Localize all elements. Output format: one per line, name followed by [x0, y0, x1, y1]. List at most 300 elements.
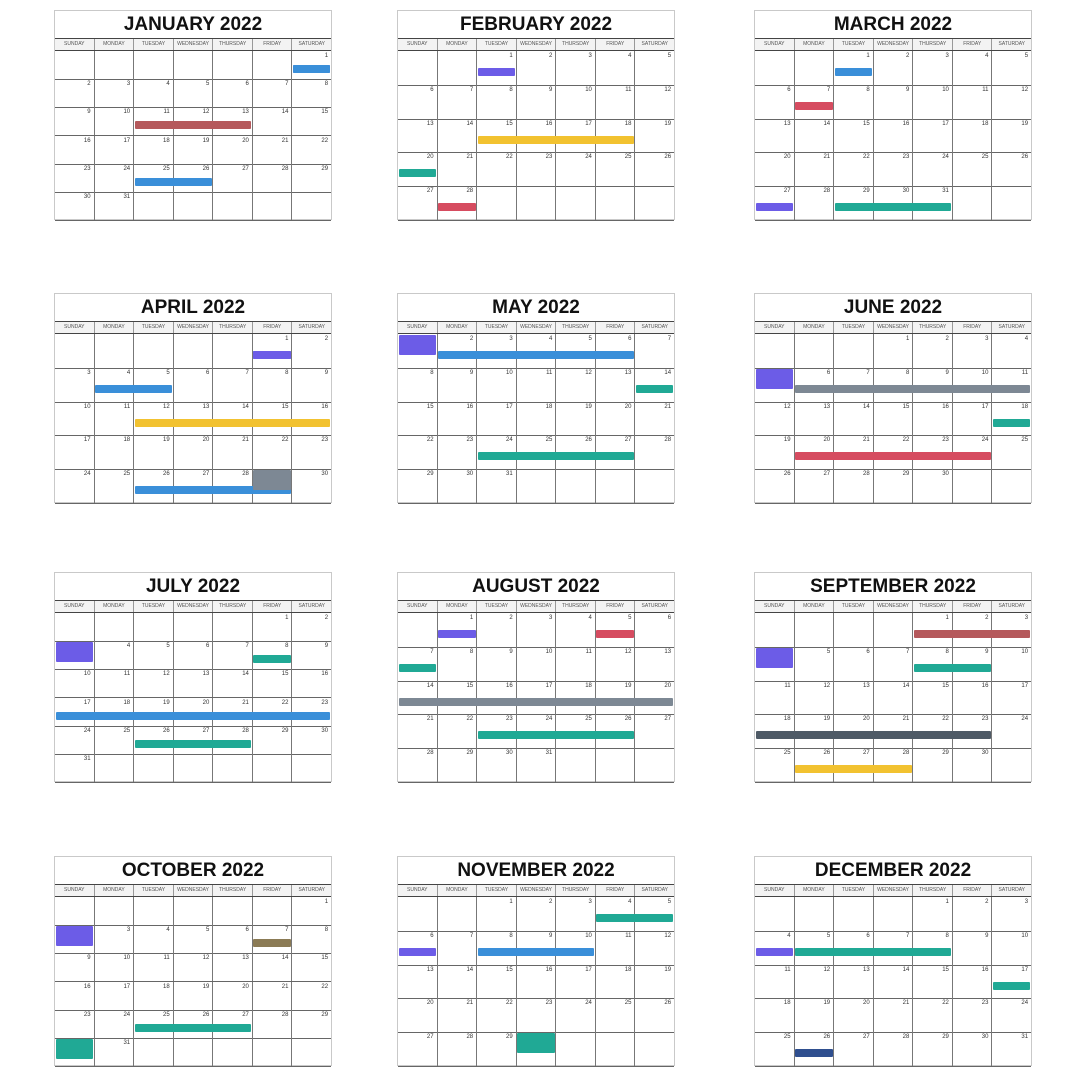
day-cell[interactable]	[635, 51, 674, 85]
day-cell[interactable]	[55, 469, 95, 503]
day-cell[interactable]	[992, 186, 1031, 220]
day-cell[interactable]	[477, 998, 517, 1032]
day-cell[interactable]	[834, 85, 874, 119]
day-cell[interactable]	[253, 953, 293, 981]
day-cell[interactable]	[755, 681, 795, 715]
day-cell[interactable]	[755, 152, 795, 186]
day-cell[interactable]	[834, 119, 874, 153]
day-cell[interactable]	[174, 641, 214, 669]
calendar-event[interactable]	[56, 1039, 93, 1059]
day-cell[interactable]	[95, 334, 135, 368]
day-cell[interactable]	[253, 982, 293, 1010]
day-cell[interactable]	[992, 931, 1031, 965]
day-cell[interactable]	[635, 85, 674, 119]
calendar-event[interactable]	[478, 948, 594, 956]
day-cell[interactable]	[95, 136, 135, 164]
day-cell[interactable]	[55, 164, 95, 192]
day-cell[interactable]	[438, 368, 478, 402]
day-cell[interactable]	[596, 748, 636, 782]
day-cell[interactable]	[517, 998, 557, 1032]
day-cell[interactable]	[596, 1032, 636, 1066]
day-cell[interactable]	[556, 368, 596, 402]
day-cell[interactable]	[635, 402, 674, 436]
calendar-event[interactable]	[993, 419, 1030, 427]
day-cell[interactable]	[438, 119, 478, 153]
day-cell[interactable]	[755, 613, 795, 647]
day-cell[interactable]	[874, 469, 914, 503]
day-cell[interactable]	[795, 965, 835, 999]
day-cell[interactable]	[95, 164, 135, 192]
day-cell[interactable]	[834, 681, 874, 715]
day-cell[interactable]	[253, 79, 293, 107]
day-cell[interactable]	[95, 613, 135, 641]
day-cell[interactable]	[834, 152, 874, 186]
day-cell[interactable]	[477, 748, 517, 782]
day-cell[interactable]	[992, 681, 1031, 715]
calendar-event[interactable]	[914, 664, 991, 672]
day-cell[interactable]	[795, 613, 835, 647]
day-cell[interactable]	[55, 613, 95, 641]
day-cell[interactable]	[874, 897, 914, 931]
calendar-event[interactable]	[596, 914, 673, 922]
day-cell[interactable]	[795, 469, 835, 503]
day-cell[interactable]	[95, 107, 135, 135]
calendar-event[interactable]	[756, 731, 991, 739]
day-cell[interactable]	[834, 469, 874, 503]
day-cell[interactable]	[95, 402, 135, 436]
day-cell[interactable]	[174, 51, 214, 79]
day-cell[interactable]	[438, 469, 478, 503]
day-cell[interactable]	[55, 79, 95, 107]
calendar-event[interactable]	[135, 740, 251, 748]
day-cell[interactable]	[134, 1038, 174, 1066]
day-cell[interactable]	[174, 368, 214, 402]
day-cell[interactable]	[55, 982, 95, 1010]
day-cell[interactable]	[95, 469, 135, 503]
day-cell[interactable]	[134, 982, 174, 1010]
day-cell[interactable]	[134, 754, 174, 782]
day-cell[interactable]	[55, 1010, 95, 1038]
calendar-event[interactable]	[135, 178, 212, 186]
day-cell[interactable]	[755, 402, 795, 436]
calendar-event[interactable]	[795, 948, 951, 956]
day-cell[interactable]	[913, 152, 953, 186]
day-cell[interactable]	[253, 51, 293, 79]
day-cell[interactable]	[913, 897, 953, 931]
day-cell[interactable]	[213, 669, 253, 697]
day-cell[interactable]	[95, 1038, 135, 1066]
day-cell[interactable]	[953, 998, 993, 1032]
day-cell[interactable]	[874, 647, 914, 681]
day-cell[interactable]	[755, 119, 795, 153]
day-cell[interactable]	[556, 748, 596, 782]
day-cell[interactable]	[874, 613, 914, 647]
day-cell[interactable]	[253, 897, 293, 925]
day-cell[interactable]	[134, 641, 174, 669]
calendar-event[interactable]	[253, 351, 290, 359]
day-cell[interactable]	[992, 469, 1031, 503]
day-cell[interactable]	[438, 931, 478, 965]
calendar-event[interactable]	[478, 731, 634, 739]
day-cell[interactable]	[755, 998, 795, 1032]
day-cell[interactable]	[174, 435, 214, 469]
day-cell[interactable]	[292, 164, 331, 192]
day-cell[interactable]	[596, 152, 636, 186]
calendar-event[interactable]	[399, 335, 436, 355]
calendar-event[interactable]	[478, 136, 634, 144]
day-cell[interactable]	[635, 998, 674, 1032]
day-cell[interactable]	[292, 435, 331, 469]
day-cell[interactable]	[213, 897, 253, 925]
day-cell[interactable]	[913, 51, 953, 85]
day-cell[interactable]	[913, 85, 953, 119]
calendar-event[interactable]	[795, 385, 1030, 393]
day-cell[interactable]	[992, 119, 1031, 153]
day-cell[interactable]	[292, 897, 331, 925]
day-cell[interactable]	[556, 402, 596, 436]
day-cell[interactable]	[174, 613, 214, 641]
day-cell[interactable]	[134, 897, 174, 925]
day-cell[interactable]	[213, 334, 253, 368]
day-cell[interactable]	[438, 998, 478, 1032]
calendar-event[interactable]	[438, 351, 633, 359]
day-cell[interactable]	[292, 726, 331, 754]
day-cell[interactable]	[55, 754, 95, 782]
day-cell[interactable]	[213, 79, 253, 107]
day-cell[interactable]	[874, 119, 914, 153]
day-cell[interactable]	[213, 51, 253, 79]
day-cell[interactable]	[556, 469, 596, 503]
day-cell[interactable]	[134, 192, 174, 220]
calendar-event[interactable]	[438, 630, 475, 638]
day-cell[interactable]	[556, 613, 596, 647]
day-cell[interactable]	[174, 925, 214, 953]
day-cell[interactable]	[253, 107, 293, 135]
day-cell[interactable]	[174, 1038, 214, 1066]
day-cell[interactable]	[95, 641, 135, 669]
day-cell[interactable]	[517, 647, 557, 681]
day-cell[interactable]	[874, 402, 914, 436]
day-cell[interactable]	[438, 1032, 478, 1066]
day-cell[interactable]	[477, 402, 517, 436]
day-cell[interactable]	[795, 402, 835, 436]
day-cell[interactable]	[253, 435, 293, 469]
day-cell[interactable]	[953, 186, 993, 220]
calendar-event[interactable]	[478, 452, 634, 460]
day-cell[interactable]	[635, 152, 674, 186]
day-cell[interactable]	[556, 1032, 596, 1066]
day-cell[interactable]	[834, 965, 874, 999]
day-cell[interactable]	[517, 748, 557, 782]
day-cell[interactable]	[477, 1032, 517, 1066]
day-cell[interactable]	[913, 998, 953, 1032]
day-cell[interactable]	[556, 186, 596, 220]
day-cell[interactable]	[213, 368, 253, 402]
day-cell[interactable]	[253, 726, 293, 754]
day-cell[interactable]	[174, 79, 214, 107]
day-cell[interactable]	[795, 152, 835, 186]
day-cell[interactable]	[477, 613, 517, 647]
day-cell[interactable]	[55, 192, 95, 220]
day-cell[interactable]	[95, 51, 135, 79]
day-cell[interactable]	[213, 925, 253, 953]
day-cell[interactable]	[596, 998, 636, 1032]
day-cell[interactable]	[755, 748, 795, 782]
day-cell[interactable]	[292, 613, 331, 641]
day-cell[interactable]	[55, 136, 95, 164]
day-cell[interactable]	[635, 613, 674, 647]
day-cell[interactable]	[174, 897, 214, 925]
day-cell[interactable]	[953, 931, 993, 965]
day-cell[interactable]	[874, 681, 914, 715]
day-cell[interactable]	[174, 754, 214, 782]
day-cell[interactable]	[795, 681, 835, 715]
day-cell[interactable]	[834, 1032, 874, 1066]
day-cell[interactable]	[795, 119, 835, 153]
calendar-event[interactable]	[399, 664, 436, 672]
calendar-event[interactable]	[756, 948, 793, 956]
day-cell[interactable]	[55, 107, 95, 135]
day-cell[interactable]	[292, 1010, 331, 1038]
calendar-event[interactable]	[914, 630, 1030, 638]
day-cell[interactable]	[596, 965, 636, 999]
day-cell[interactable]	[95, 754, 135, 782]
day-cell[interactable]	[134, 613, 174, 641]
day-cell[interactable]	[992, 435, 1031, 469]
day-cell[interactable]	[913, 402, 953, 436]
day-cell[interactable]	[398, 51, 438, 85]
calendar-event[interactable]	[95, 385, 172, 393]
day-cell[interactable]	[55, 51, 95, 79]
day-cell[interactable]	[635, 748, 674, 782]
day-cell[interactable]	[874, 998, 914, 1032]
day-cell[interactable]	[398, 435, 438, 469]
calendar-event[interactable]	[517, 1033, 554, 1053]
day-cell[interactable]	[596, 402, 636, 436]
calendar-event[interactable]	[835, 203, 951, 211]
day-cell[interactable]	[755, 1032, 795, 1066]
day-cell[interactable]	[95, 953, 135, 981]
day-cell[interactable]	[913, 469, 953, 503]
day-cell[interactable]	[438, 897, 478, 931]
day-cell[interactable]	[174, 136, 214, 164]
day-cell[interactable]	[992, 897, 1031, 931]
calendar-event[interactable]	[756, 369, 793, 389]
day-cell[interactable]	[635, 647, 674, 681]
calendar-event[interactable]	[756, 203, 793, 211]
day-cell[interactable]	[398, 119, 438, 153]
day-cell[interactable]	[398, 714, 438, 748]
day-cell[interactable]	[596, 85, 636, 119]
day-cell[interactable]	[635, 186, 674, 220]
day-cell[interactable]	[517, 469, 557, 503]
day-cell[interactable]	[95, 435, 135, 469]
day-cell[interactable]	[438, 748, 478, 782]
day-cell[interactable]	[292, 953, 331, 981]
day-cell[interactable]	[517, 51, 557, 85]
day-cell[interactable]	[874, 965, 914, 999]
day-cell[interactable]	[596, 931, 636, 965]
day-cell[interactable]	[438, 647, 478, 681]
day-cell[interactable]	[953, 748, 993, 782]
day-cell[interactable]	[95, 925, 135, 953]
day-cell[interactable]	[913, 681, 953, 715]
calendar-event[interactable]	[293, 65, 330, 73]
day-cell[interactable]	[834, 334, 874, 368]
calendar-event[interactable]	[56, 642, 93, 662]
day-cell[interactable]	[992, 334, 1031, 368]
day-cell[interactable]	[134, 435, 174, 469]
day-cell[interactable]	[398, 613, 438, 647]
day-cell[interactable]	[292, 136, 331, 164]
day-cell[interactable]	[292, 982, 331, 1010]
day-cell[interactable]	[253, 192, 293, 220]
day-cell[interactable]	[517, 402, 557, 436]
day-cell[interactable]	[174, 669, 214, 697]
day-cell[interactable]	[213, 136, 253, 164]
day-cell[interactable]	[213, 192, 253, 220]
calendar-event[interactable]	[56, 712, 330, 720]
day-cell[interactable]	[596, 51, 636, 85]
day-cell[interactable]	[755, 334, 795, 368]
day-cell[interactable]	[874, 1032, 914, 1066]
day-cell[interactable]	[795, 51, 835, 85]
day-cell[interactable]	[292, 669, 331, 697]
day-cell[interactable]	[55, 334, 95, 368]
day-cell[interactable]	[635, 714, 674, 748]
calendar-event[interactable]	[399, 169, 436, 177]
day-cell[interactable]	[55, 953, 95, 981]
day-cell[interactable]	[874, 334, 914, 368]
day-cell[interactable]	[477, 368, 517, 402]
day-cell[interactable]	[292, 469, 331, 503]
calendar-event[interactable]	[636, 385, 673, 393]
calendar-event[interactable]	[253, 655, 290, 663]
day-cell[interactable]	[477, 186, 517, 220]
calendar-event[interactable]	[253, 939, 290, 947]
day-cell[interactable]	[438, 402, 478, 436]
day-cell[interactable]	[755, 469, 795, 503]
day-cell[interactable]	[477, 469, 517, 503]
day-cell[interactable]	[213, 754, 253, 782]
day-cell[interactable]	[953, 965, 993, 999]
day-cell[interactable]	[874, 152, 914, 186]
day-cell[interactable]	[834, 998, 874, 1032]
day-cell[interactable]	[213, 164, 253, 192]
day-cell[interactable]	[55, 726, 95, 754]
day-cell[interactable]	[95, 726, 135, 754]
day-cell[interactable]	[477, 85, 517, 119]
day-cell[interactable]	[398, 402, 438, 436]
day-cell[interactable]	[438, 152, 478, 186]
day-cell[interactable]	[253, 669, 293, 697]
day-cell[interactable]	[477, 152, 517, 186]
day-cell[interactable]	[292, 334, 331, 368]
day-cell[interactable]	[134, 925, 174, 953]
calendar-event[interactable]	[253, 470, 290, 490]
day-cell[interactable]	[635, 334, 674, 368]
day-cell[interactable]	[992, 51, 1031, 85]
day-cell[interactable]	[834, 402, 874, 436]
day-cell[interactable]	[398, 469, 438, 503]
day-cell[interactable]	[635, 1032, 674, 1066]
day-cell[interactable]	[398, 897, 438, 931]
day-cell[interactable]	[953, 469, 993, 503]
day-cell[interactable]	[95, 669, 135, 697]
day-cell[interactable]	[174, 192, 214, 220]
day-cell[interactable]	[292, 1038, 331, 1066]
day-cell[interactable]	[556, 998, 596, 1032]
day-cell[interactable]	[635, 931, 674, 965]
day-cell[interactable]	[292, 925, 331, 953]
day-cell[interactable]	[556, 965, 596, 999]
day-cell[interactable]	[556, 51, 596, 85]
day-cell[interactable]	[174, 334, 214, 368]
day-cell[interactable]	[913, 1032, 953, 1066]
day-cell[interactable]	[213, 953, 253, 981]
day-cell[interactable]	[913, 748, 953, 782]
calendar-event[interactable]	[56, 926, 93, 946]
day-cell[interactable]	[213, 982, 253, 1010]
day-cell[interactable]	[913, 965, 953, 999]
day-cell[interactable]	[992, 748, 1031, 782]
calendar-event[interactable]	[835, 68, 872, 76]
day-cell[interactable]	[834, 647, 874, 681]
day-cell[interactable]	[55, 435, 95, 469]
day-cell[interactable]	[953, 334, 993, 368]
day-cell[interactable]	[517, 186, 557, 220]
day-cell[interactable]	[517, 85, 557, 119]
day-cell[interactable]	[134, 334, 174, 368]
day-cell[interactable]	[635, 435, 674, 469]
day-cell[interactable]	[517, 152, 557, 186]
day-cell[interactable]	[755, 965, 795, 999]
day-cell[interactable]	[398, 1032, 438, 1066]
day-cell[interactable]	[134, 669, 174, 697]
calendar-event[interactable]	[135, 419, 330, 427]
day-cell[interactable]	[253, 613, 293, 641]
day-cell[interactable]	[517, 368, 557, 402]
calendar-event[interactable]	[795, 102, 832, 110]
day-cell[interactable]	[95, 982, 135, 1010]
calendar-event[interactable]	[135, 121, 251, 129]
day-cell[interactable]	[174, 982, 214, 1010]
day-cell[interactable]	[755, 435, 795, 469]
day-cell[interactable]	[556, 647, 596, 681]
day-cell[interactable]	[213, 1038, 253, 1066]
day-cell[interactable]	[913, 119, 953, 153]
day-cell[interactable]	[517, 965, 557, 999]
day-cell[interactable]	[292, 754, 331, 782]
day-cell[interactable]	[913, 334, 953, 368]
day-cell[interactable]	[292, 641, 331, 669]
day-cell[interactable]	[795, 186, 835, 220]
day-cell[interactable]	[95, 79, 135, 107]
day-cell[interactable]	[95, 1010, 135, 1038]
day-cell[interactable]	[874, 51, 914, 85]
day-cell[interactable]	[953, 152, 993, 186]
day-cell[interactable]	[556, 897, 596, 931]
day-cell[interactable]	[755, 85, 795, 119]
day-cell[interactable]	[134, 51, 174, 79]
day-cell[interactable]	[755, 51, 795, 85]
day-cell[interactable]	[477, 647, 517, 681]
day-cell[interactable]	[992, 998, 1031, 1032]
day-cell[interactable]	[438, 714, 478, 748]
day-cell[interactable]	[755, 897, 795, 931]
calendar-event[interactable]	[135, 1024, 251, 1032]
day-cell[interactable]	[134, 136, 174, 164]
